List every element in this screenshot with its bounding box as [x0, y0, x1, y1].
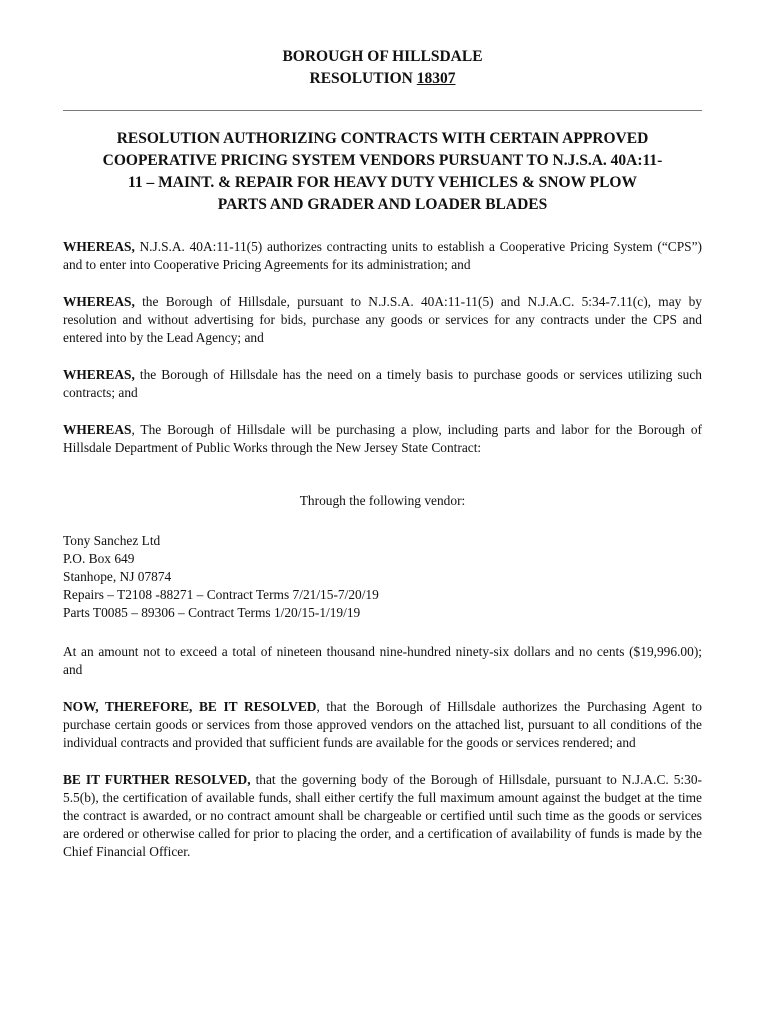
resolution-prefix: RESOLUTION	[309, 70, 417, 87]
through-vendor-line: Through the following vendor:	[299, 493, 466, 508]
resolved-paragraph	[63, 698, 702, 752]
further-resolved-lead: BE IT FURTHER RESOLVED,	[63, 772, 251, 787]
paragraph-text: , The Borough of Hillsdale will be purchasing a plow, including parts and labor for the Borough of Hillsdale Department of Public Works through the New Jersey State Contract:	[63, 422, 702, 455]
title-line-1: RESOLUTION AUTHORIZING CONTRACTS WITH CERTAIN APPROVED	[116, 130, 649, 147]
title-line-2: COOPERATIVE PRICING SYSTEM VENDORS PURSUANT TO N.J.S.A. 40A:11-	[102, 152, 663, 169]
document-header	[63, 46, 702, 90]
paragraph-text: that the governing body of the Borough of Hillsdale, pursuant to N.J.A.C. 5:30-5.5(b), the certification of available funds, shall either certify the full maximum amount against the budget at the time the contract is awarded, or no contract amount shall be chargeable or certified until such time as the goods or services are ordered or otherwise called for prior to placing the order, and a certification of availability of funds is made by the Chief Financial Officer.	[63, 772, 703, 859]
whereas-lead: WHEREAS,	[63, 367, 135, 382]
resolution-page	[63, 46, 702, 861]
vendor-repairs-contract: Repairs – T2108 -88271 – Contract Terms 7/21/15-7/20/19	[63, 587, 379, 602]
amount-paragraph	[63, 643, 702, 679]
paragraph-text: the Borough of Hillsdale, pursuant to N.J.S.A. 40A:11-11(5) and N.J.A.C. 5:34-7.11(c), may by resolution and without advertising for bids, purchase any goods or services for any contracts under the CPS and entered into by the Lead Agency; and	[63, 294, 702, 345]
whereas-lead: WHEREAS,	[63, 294, 135, 309]
paragraph-text: , that the Borough of Hillsdale authorizes the Purchasing Agent to purchase certain goods or services from those approved vendors on the attached list, pursuant to all conditions of the individual contracts and provided that sufficient funds are available for the goods or services rendered; and	[63, 699, 702, 750]
resolved-lead: NOW, THEREFORE, BE IT RESOLVED	[63, 699, 317, 714]
borough-name: BOROUGH OF HILLSDALE	[282, 48, 483, 65]
whereas-paragraph-4	[63, 421, 702, 457]
title-line-4: PARTS AND GRADER AND LOADER BLADES	[217, 196, 548, 213]
whereas-paragraph-1	[63, 238, 702, 274]
paragraph-text: the Borough of Hillsdale has the need on a timely basis to purchase goods or services utilizing such contracts; and	[63, 367, 702, 400]
whereas-paragraph-2	[63, 293, 702, 347]
vendor-block	[63, 532, 702, 622]
resolution-label	[63, 68, 702, 90]
vendor-parts-contract: Parts T0085 – 89306 – Contract Terms 1/20/15-1/19/19	[63, 605, 361, 620]
whereas-lead: WHEREAS,	[63, 239, 135, 254]
resolution-title	[63, 128, 702, 216]
further-resolved-paragraph	[63, 771, 702, 861]
resolution-number: 18307	[416, 70, 456, 87]
title-line-3: 11 – MAINT. & REPAIR FOR HEAVY DUTY VEHICLES & SNOW PLOW	[128, 174, 637, 191]
whereas-lead: WHEREAS	[63, 422, 132, 437]
vendor-city: Stanhope, NJ 07874	[63, 569, 172, 584]
header-divider	[63, 110, 702, 111]
vendor-po-box: P.O. Box 649	[63, 551, 135, 566]
paragraph-text: At an amount not to exceed a total of nineteen thousand nine-hundred ninety-six dollars and no cents ($19,996.00); and	[63, 644, 702, 677]
whereas-paragraph-3	[63, 366, 702, 402]
vendor-name: Tony Sanchez Ltd	[63, 533, 161, 548]
paragraph-text: N.J.S.A. 40A:11-11(5) authorizes contracting units to establish a Cooperative Pricing System (“CPS”) and to enter into Cooperative Pricing Agreements for its administration; and	[63, 239, 702, 272]
